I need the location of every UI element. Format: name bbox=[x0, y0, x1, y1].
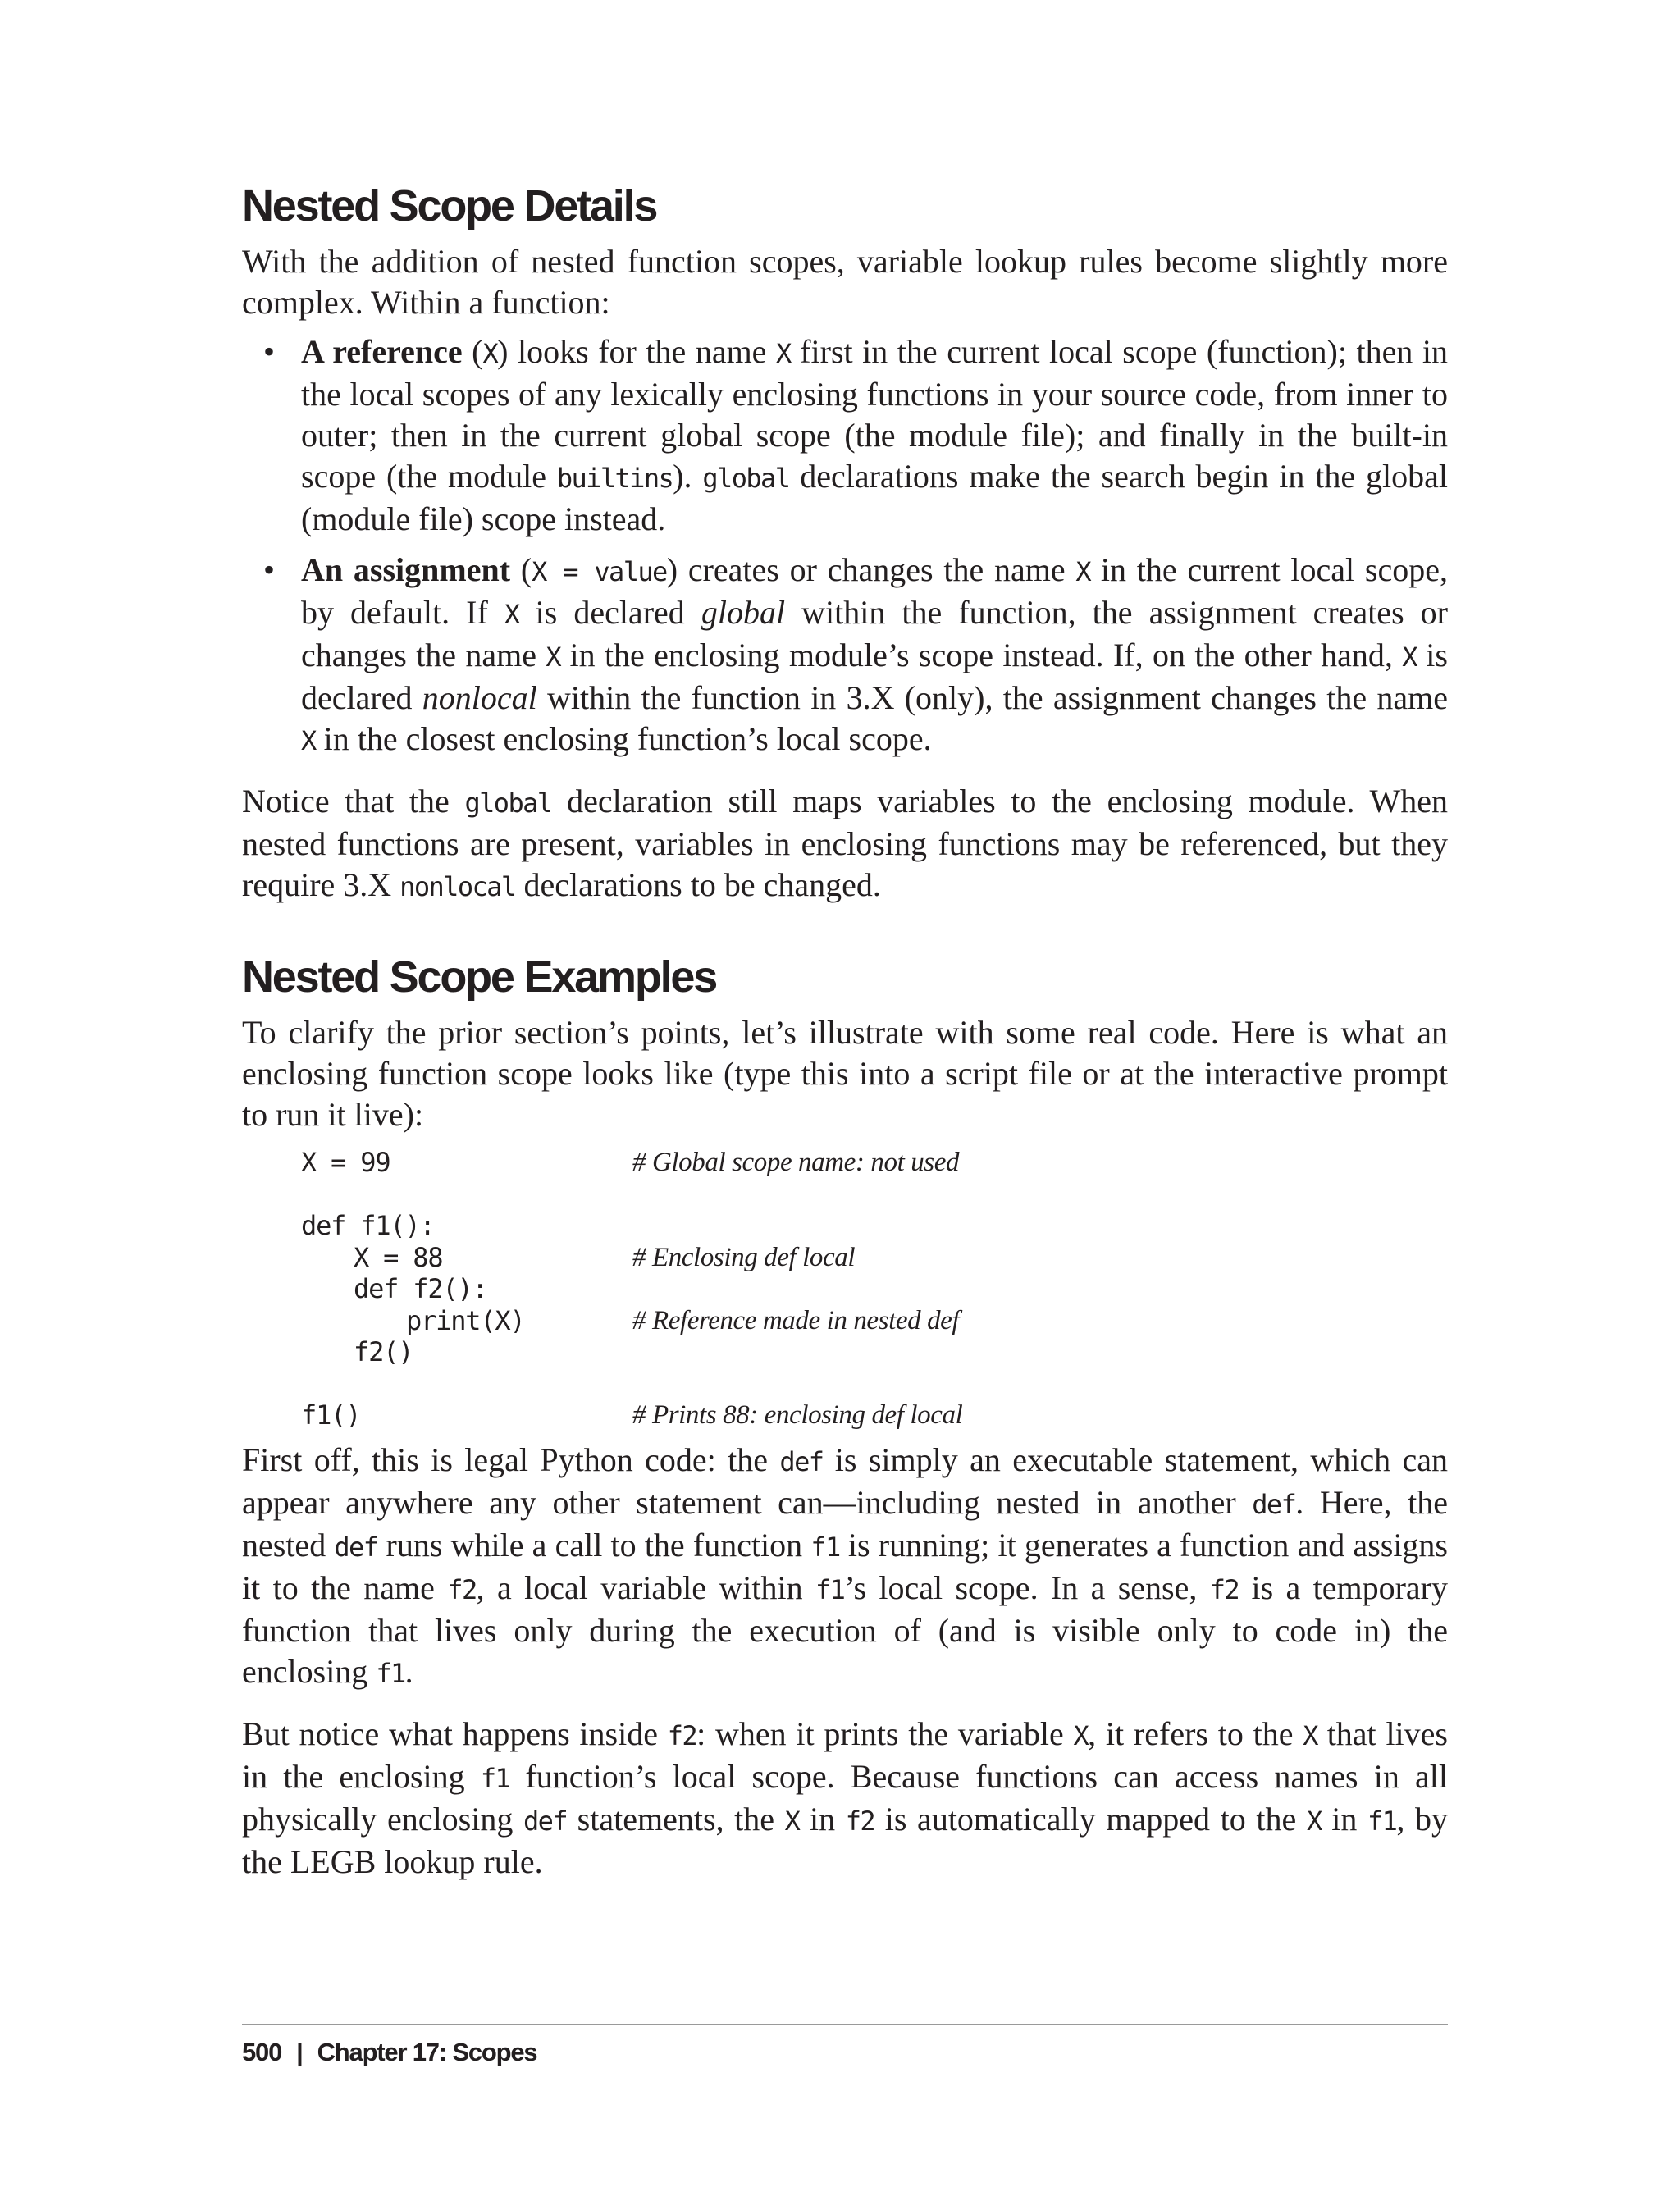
list-item-reference: • A reference (X) looks for the name X first in the current local scope (function); then in the local scopes of any lexically enclosing functions in your source code, from inner to outer; then in the current global scope (the module file); and finally in the built-in scope (the module builtins). global declarations make the search begin in the global (module file) scope instead. bbox=[263, 333, 1449, 537]
chapter-title: Chapter 17: Scopes bbox=[317, 2038, 537, 2066]
code-line: X = 88 # Enclosing def local bbox=[354, 1241, 856, 1273]
footer-separator: | bbox=[296, 2038, 303, 2066]
code-line: def f2(): bbox=[354, 1273, 487, 1304]
footer-divider bbox=[242, 2024, 1448, 2025]
code-line: f2() bbox=[354, 1336, 413, 1367]
code-line: def f1(): bbox=[301, 1210, 435, 1241]
explanation-paragraph-2: But notice what happens inside f2: when it prints the variable X, it refers to the X that lives in the enclosing f1 function’s local scope. Because functions can access names in all physically enclosing def statements, the X in f2 is automatically mapped to the X in f1, by the LEGB lookup rule. bbox=[242, 1714, 1449, 1880]
page-footer bbox=[242, 2038, 536, 2067]
notice-paragraph: Notice that the global declaration still maps variables to the enclosing module. When nested functions are present, variables in enclosing functions may be referenced, but they require 3.X nonlocal declarations to be changed. bbox=[242, 783, 1448, 903]
list-item-assignment: • An assignment (X = value) creates or changes the name X in the current local scope, by default. If X is declared global within the function, the assignment creates or changes the name X in the enclosing module’s scope instead. If, on the other hand, X is declared nonlocal within the function in 3.X (only), the assignment changes the name X in the closest enclosing function’s local scope. bbox=[263, 551, 1449, 757]
bullet-list bbox=[242, 331, 1448, 761]
section-heading-details: Nested Scope Details bbox=[242, 181, 657, 231]
examples-intro-paragraph: To clarify the prior section’s points, let’s illustrate with some real code. Here is what an enclosing function scope looks like (type this into a script file or at the interactive prompt to run it live): bbox=[242, 1014, 1448, 1133]
page-number: 500 bbox=[242, 2038, 282, 2066]
code-line bbox=[301, 1368, 1448, 1400]
code-line: f1() # Prints 88: enclosing def local bbox=[301, 1399, 963, 1431]
bullet-icon: • bbox=[263, 333, 276, 370]
code-example bbox=[301, 1147, 1448, 1431]
code-line bbox=[301, 1179, 1448, 1211]
code-line: print(X) # Reference made in nested def bbox=[406, 1304, 960, 1336]
page-content bbox=[242, 177, 1448, 1883]
section-intro-paragraph: With the addition of nested function scopes, variable lookup rules become slightly more complex. Within a function: bbox=[242, 243, 1448, 321]
section-heading-examples: Nested Scope Examples bbox=[242, 952, 717, 1002]
bullet-icon: • bbox=[263, 551, 276, 588]
explanation-paragraph-1: First off, this is legal Python code: the def is simply an executable statement, which can appear anywhere any other statement can—including nested in another def. Here, the nested def runs while a call to the function f1 is running; it generates a function and assigns it to the name f2, a local variable within f1’s local scope. In a sense, f2 is a temporary function that lives only during the execution of (and is visible only to code in) the enclosing f1. bbox=[242, 1440, 1449, 1690]
code-line: X = 99 # Global scope name: not used bbox=[301, 1147, 960, 1178]
